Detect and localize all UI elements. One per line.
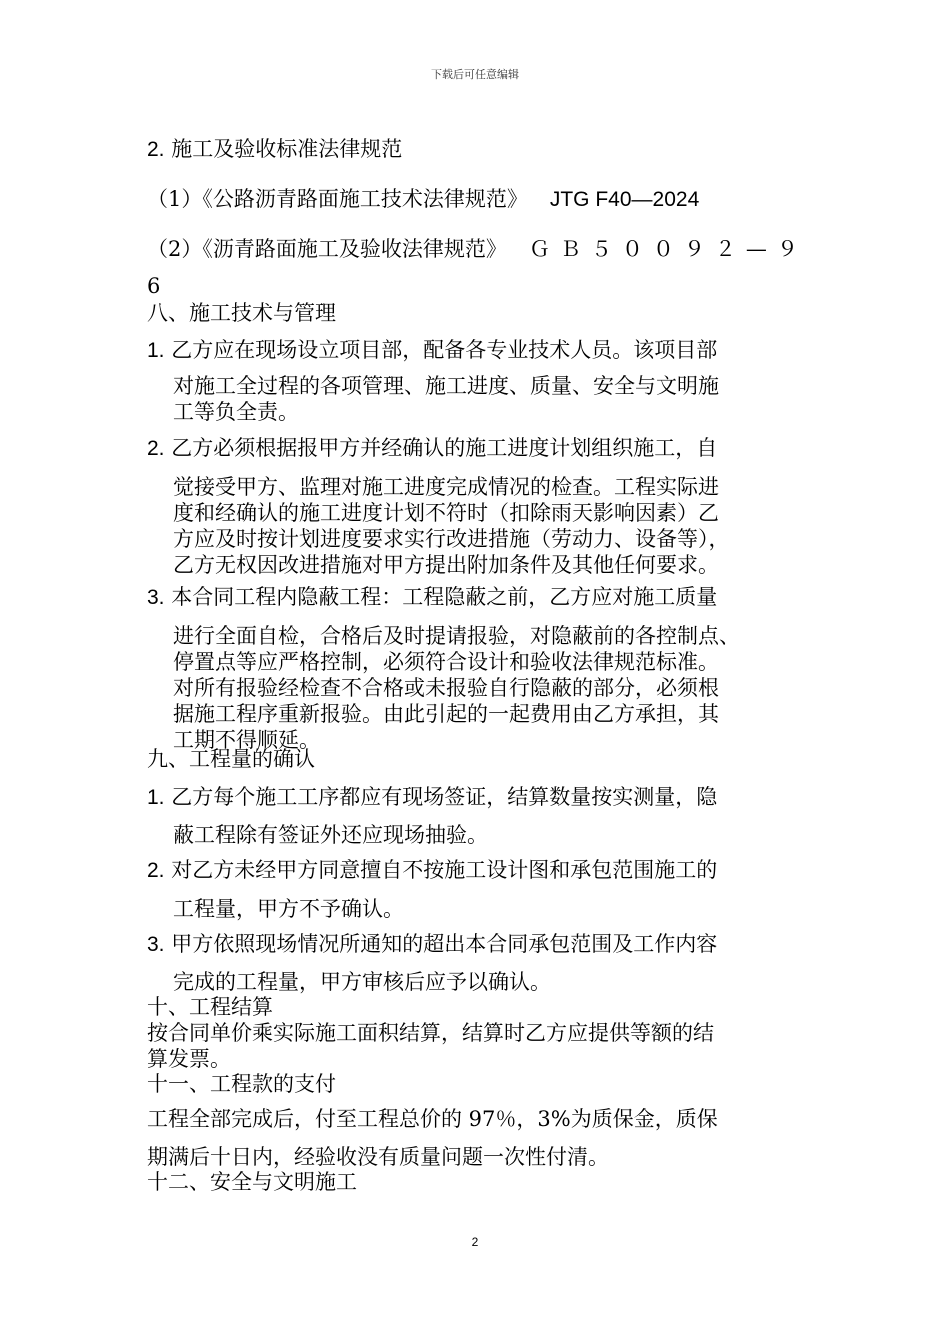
list-item-9-2: [147, 857, 717, 884]
standard-code: ＧＢ５００９２—９: [528, 237, 808, 261]
paragraph-line: 对所有报验经检查不合格或未报验自行隐蔽的部分，必须根: [173, 676, 719, 700]
list-number: 3.: [147, 586, 165, 609]
list-item-8-2: [147, 435, 717, 462]
paragraph-line: 据施工程序重新报验。由此引起的一起费用由乙方承担，其: [173, 702, 719, 726]
list-number: 3.: [147, 933, 165, 956]
line-text: （1）《公路沥青路面施工技术法律规范》: [147, 187, 528, 211]
paragraph-line: 乙方无权因改进措施对甲方提出附加条件及其他任何要求。: [173, 553, 719, 577]
paragraph-line: 工程量，甲方不予确认。: [173, 897, 404, 921]
paragraph-line: 算发票。: [147, 1047, 231, 1071]
paragraph-line: 进行全面自检，合格后及时提请报验，对隐蔽前的各控制点、: [173, 624, 740, 648]
standard-code: JTG F40—2024: [549, 188, 700, 211]
page-number: 2: [471, 1235, 479, 1249]
section-heading-10: 十、工程结算: [147, 995, 273, 1019]
page-header-note: 下载后可任意编辑: [431, 68, 519, 81]
paragraph-line: 蔽工程除有签证外还应现场抽验。: [173, 823, 488, 847]
paragraph-line: 工等负全责。: [173, 400, 299, 424]
line-text: 乙方应在现场设立项目部，配备各专业技术人员。该项目部: [164, 338, 718, 362]
paragraph-line: 按合同单价乘实际施工面积结算，结算时乙方应提供等额的结: [147, 1021, 714, 1045]
line-text: 本合同工程内隐蔽工程：工程隐蔽之前，乙方应对施工质量: [164, 585, 718, 609]
section-heading-12: 十二、安全与文明施工: [147, 1170, 357, 1194]
standard-item-1: [147, 186, 699, 213]
section-heading-8: 八、施工技术与管理: [147, 301, 336, 325]
paragraph-line: 觉接受甲方、监理对施工进度完成情况的检查。工程实际进: [173, 475, 719, 499]
section-heading-9: 九、工程量的确认: [147, 747, 315, 771]
list-number: 2.: [147, 859, 165, 882]
line-text: 乙方必须根据报甲方并经确认的施工进度计划组织施工，自: [164, 436, 718, 460]
paragraph-line: 工程全部完成后，付至工程总价的 97％，3%为质保金，质保: [147, 1107, 718, 1131]
line-text: 乙方每个施工工序都应有现场签证，结算数量按实测量，隐: [164, 785, 718, 809]
paragraph-line: 完成的工程量，甲方审核后应予以确认。: [173, 970, 551, 994]
list-number: 1.: [147, 786, 165, 809]
paragraph-line: 工期不得顺延。: [173, 728, 320, 752]
list-item-8-3: [147, 584, 717, 611]
paragraph-line: 对施工全过程的各项管理、施工进度、质量、安全与文明施: [173, 374, 719, 398]
standard-item-2: [147, 236, 808, 262]
paragraph-line: 方应及时按计划进度要求实行改进措施（劳动力、设备等），: [173, 527, 730, 551]
paragraph-line: 度和经确认的施工进度计划不符时（扣除雨天影响因素）乙: [173, 501, 719, 525]
section-heading-standards: [147, 136, 402, 163]
paragraph-line: 期满后十日内，经验收没有质量问题一次性付清。: [147, 1145, 609, 1169]
list-number: 2.: [147, 437, 165, 460]
list-item-8-1: [147, 337, 717, 364]
section-heading-11: 十一、工程款的支付: [147, 1072, 336, 1096]
list-item-9-1: [147, 784, 717, 811]
paragraph-line: 停置点等应严格控制，必须符合设计和验收法律规范标准。: [173, 650, 719, 674]
line-text: （2）《沥青路面施工及验收法律规范》: [147, 237, 507, 261]
list-item-9-3: [147, 931, 717, 958]
line-text: 施工及验收标准法律规范: [164, 137, 403, 161]
list-number: 1.: [147, 339, 165, 362]
line-text: 甲方依照现场情况所通知的超出本合同承包范围及工作内容: [164, 932, 718, 956]
list-number: 2.: [147, 138, 165, 161]
line-text: 对乙方未经甲方同意擅自不按施工设计图和承包范围施工的: [164, 858, 718, 882]
paragraph-line: 6: [147, 274, 161, 298]
